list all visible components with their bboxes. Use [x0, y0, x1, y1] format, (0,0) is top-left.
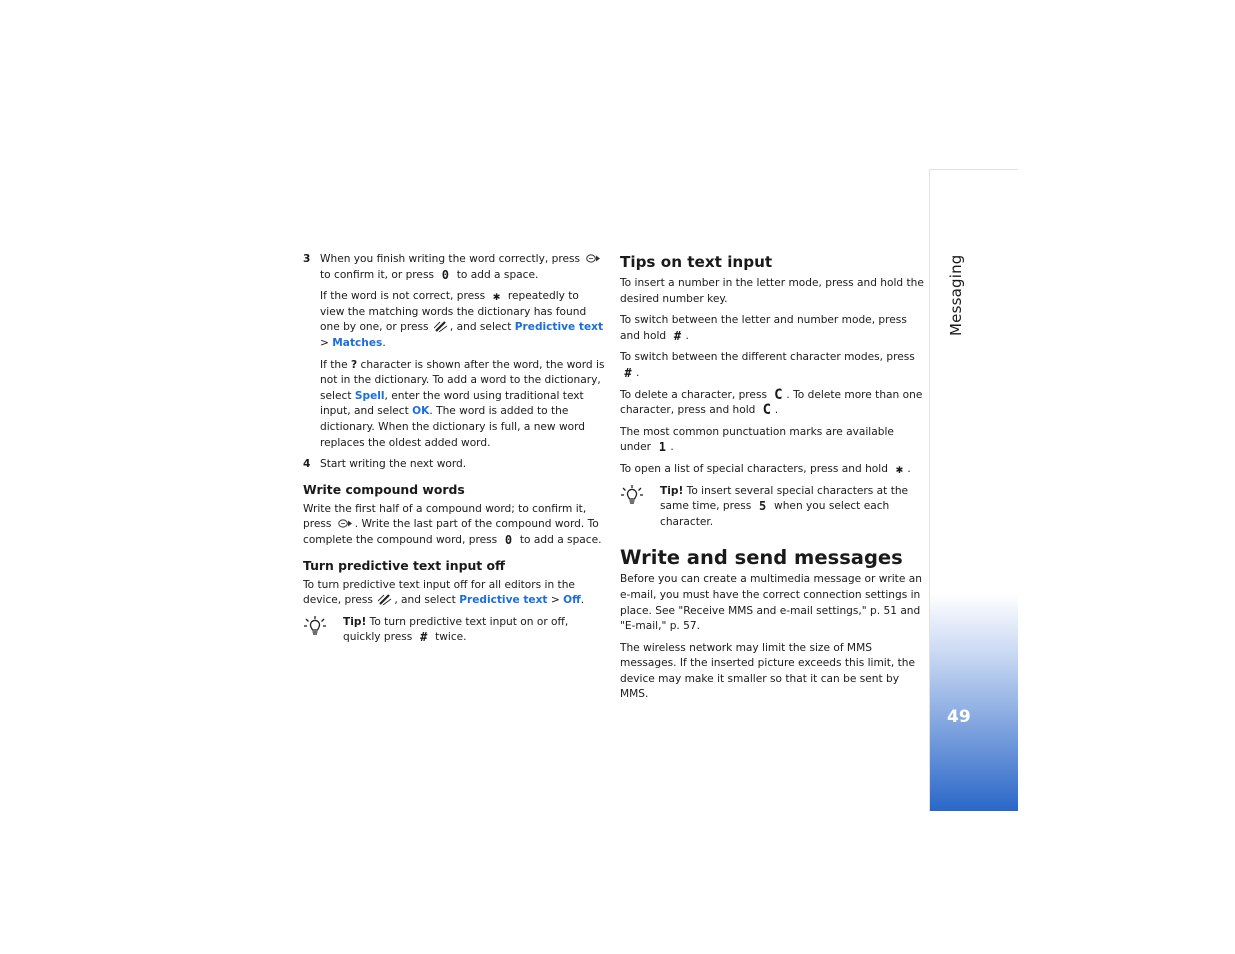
tip-special-characters: Tip! To insert several special characters at the same time, press 5 when you select each character. [620, 484, 925, 531]
tips-paragraph-1: To insert a number in the letter mode, press and hold the desired number key. [620, 277, 924, 305]
star-key-icon: ✱ [492, 289, 501, 304]
step-number: 3 [303, 253, 311, 265]
send-paragraph-1: Before you can create a multimedia message or write an e-mail, you must have the correct connection settings in place. See "Receive MMS and e-mail settings," p. 51 and "E-mail," p. 57. [620, 573, 922, 633]
tips-paragraph-4: To delete a character, press C . To delete more than one character, press and hold C . [620, 386, 923, 419]
tip-lightbulb-icon [620, 484, 644, 508]
tips-heading: Tips on text input [620, 253, 773, 271]
step-3-paragraph-1: When you finish writing the word correctly, press to confirm it, or press 0 to add a space. [320, 252, 605, 283]
hash-key-icon: # [624, 365, 632, 380]
zero-key-icon: 0 [441, 267, 449, 282]
send-paragraph-2: The wireless network may limit the size of MMS messages. If the inserted picture exceeds this limit, the device may make it smaller so that it can be sent by MMS. [620, 641, 916, 701]
clear-key-icon: C [774, 386, 783, 403]
send-messages-heading: Write and send messages [620, 546, 903, 570]
tips-paragraph-3: To switch between the different character modes, press # . [620, 351, 915, 380]
tips-paragraph-5: The most common punctuation marks are available under 1 . [620, 425, 894, 455]
step-3-paragraph-2: If the word is not correct, press ✱ repeatedly to view the matching words the dictionary has found one by one, or press , and select Predictive text > Matches. [320, 289, 604, 349]
right-column [620, 252, 925, 709]
left-column [303, 252, 605, 646]
tip-label: Tip! [660, 484, 684, 497]
tip-label: Tip! [343, 615, 367, 628]
tips-paragraph-6: To open a list of special characters, press and hold ✱ . [620, 461, 911, 476]
step-3-paragraph-3: If the ? character is shown after the word, the word is not in the dictionary. To add a word to the dictionary, select Spell, enter the word using traditional text input, and select OK. The word is added to the dictionary. When the dictionary is full, a new word replaces the oldest added word. [320, 358, 605, 449]
edit-key-icon [378, 593, 392, 605]
question-mark: ? [350, 358, 358, 371]
edit-key-icon [434, 320, 448, 332]
matches-link[interactable]: Matches [332, 336, 383, 349]
ok-link[interactable]: OK [412, 405, 430, 418]
tips-paragraph-2: To switch between the letter and number mode, press and hold # . [620, 314, 907, 343]
off-link[interactable]: Off [563, 594, 581, 607]
spell-link[interactable]: Spell [354, 389, 385, 402]
page-number: 49 [947, 707, 971, 727]
predictive-text-link[interactable]: Predictive text [459, 594, 548, 607]
clear-key-icon: C [762, 402, 771, 419]
step-number: 4 [303, 458, 311, 471]
compound-words-paragraph: Write the first half of a compound word; to confirm it, press . Write the last part of the compound word. To complete the compound word, press 0 to add a space. [303, 502, 602, 547]
star-key-icon: ✱ [895, 461, 903, 476]
one-key-icon: 1 [658, 440, 667, 455]
step-3 [303, 252, 605, 451]
chapter-label: Messaging [947, 254, 965, 336]
predictive-off-heading: Turn predictive text input off [303, 557, 506, 573]
predictive-off-paragraph: To turn predictive text input off for all editors in the device, press , and select Predictive text > Off. [303, 578, 585, 607]
five-key-icon: 5 [759, 499, 767, 514]
chapter-side-tab [929, 169, 1018, 811]
hash-key-icon: # [673, 328, 682, 343]
zero-key-icon: 0 [504, 532, 513, 547]
scroll-key-icon [586, 254, 600, 263]
compound-words-heading: Write compound words [303, 481, 465, 497]
step-4-text: Start writing the next word. [320, 458, 467, 471]
predictive-text-link[interactable]: Predictive text [514, 321, 604, 334]
tip-lightbulb-icon [303, 615, 327, 639]
scroll-key-icon [338, 519, 352, 528]
step-4 [303, 457, 605, 473]
hash-key-icon: # [420, 630, 428, 645]
tip-predictive: Tip! To turn predictive text input on or off, quickly press # twice. [303, 615, 605, 646]
